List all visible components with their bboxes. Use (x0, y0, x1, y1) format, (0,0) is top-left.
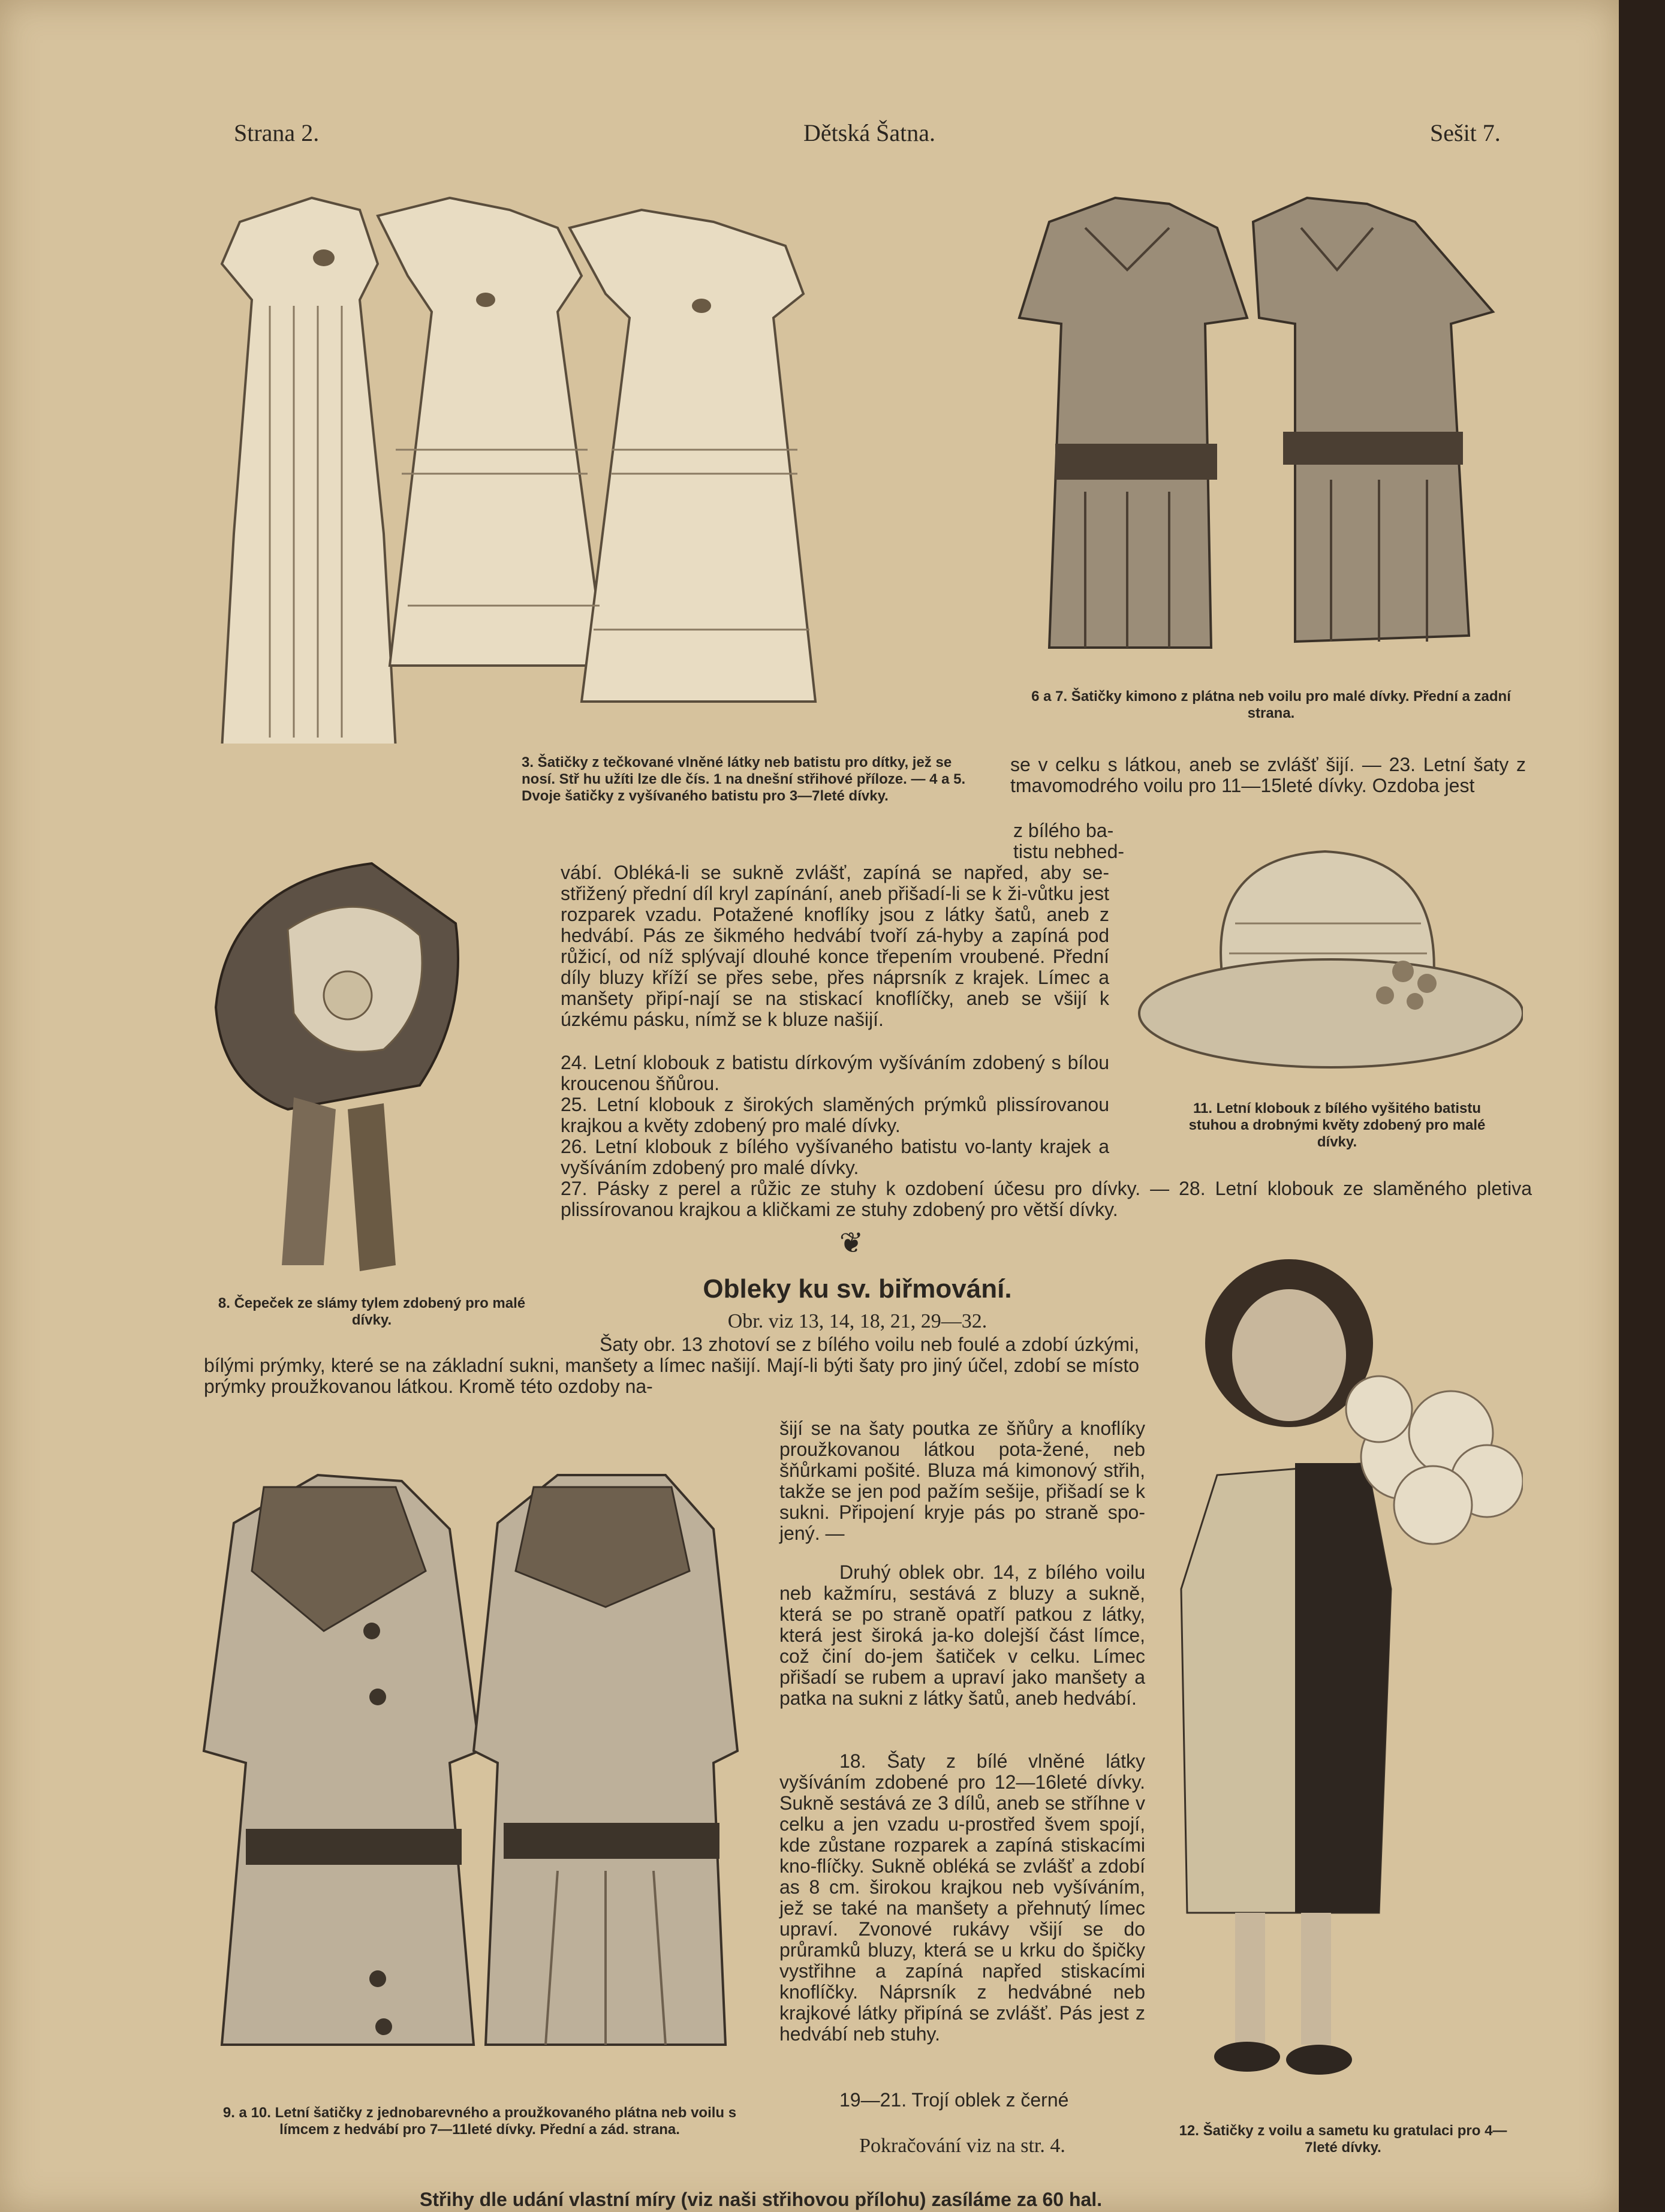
paragraph-23-cont1: z bílého ba- (1013, 820, 1114, 841)
caption-12: 12. Šatičky z voilu a sametu ku gratulaci pro 4—7leté dívky. (1179, 2123, 1507, 2156)
paragraph-27: 27. Pásky z perel a růžic ze stuhy k ozdobení účesu pro dívky. — 28. Letní klobouk ze slaměného pletiva plissírovanou krajkou a kličkami ze stuhy zdobený pro větší dívky. (561, 1178, 1532, 1220)
section-paragraph-19: 19—21. Trojí oblek z černé (839, 2089, 1069, 2111)
section-paragraph-1: Šaty obr. 13 zhotoví se z bílého voilu neb foulé a zdobí úzkými, bílými prýmky, které se na základní sukni, manšety a límec našijí. Mají-li býti šaty pro jiný účel, zdobí se místo prýmky proužkovanou látkou. Kromě této ozdoby na- (204, 1334, 1139, 1397)
section-subtitle: Obr. viz 13, 14, 18, 21, 29—32. (727, 1310, 987, 1332)
section-paragraph-2: šijí se na šaty poutka ze šňůry a knoflíky proužkovanou látkou pota-žené, neb šňůrkami pošité. Bluza má kimonový střih, takže se jen pod pažím sešije, přišadí se k sukni. Připojení kryje pás po straně spo-jený. — (779, 1418, 1145, 1544)
footer-note: Střihy dle udání vlastní míry (viz naši střihovou přílohu) zasíláme za 60 hal. (420, 2189, 1103, 2210)
hat-11-illustration (1133, 833, 1523, 1085)
dresses-6-7-illustration (1013, 180, 1511, 660)
section-title: Obleky ku sv. biřmování. (703, 1274, 1012, 1304)
bonnet-8-illustration (204, 857, 486, 1277)
paragraph-23: se v celku s látkou, aneb se zvlášť šijí. — 23. Letní šaty z tmavomodrého voilu pro 11—15leté dívky. Ozdoba jest (1010, 754, 1526, 796)
dresses-3-5-illustration (198, 174, 977, 744)
page-edge (1619, 0, 1665, 2212)
caption-9-10: 9. a 10. Letní šatičky z jednobarevného a proužkovaného plátna neb voilu s límcem z hedvábí pro 7—11leté dívky. Přední a zád. strana. (222, 2105, 737, 2138)
journal-title: Dětská Šatna. (803, 119, 935, 146)
paragraph-24: 24. Letní klobouk z batistu dírkovým vyšíváním zdobený s bílou kroucenou šňůrou. (561, 1052, 1109, 1094)
girl-12-illustration (1151, 1253, 1523, 2081)
continuation-note: Pokračování viz na str. 4. (859, 2135, 1065, 2157)
caption-6-7: 6 a 7. Šatičky kimono z plátna neb voilu pro malé dívky. Přední a zadní strana. (1031, 688, 1511, 721)
paragraph-23-cont2: tistu nebhed- (1013, 841, 1125, 862)
coats-9-10-illustration (198, 1451, 749, 2051)
paragraph-23-body: vábí. Obléká-li se sukně zvlášť, zapíná se napřed, aby se-střižený přední díl kryl zapínání, aneb přišadí-li se k ži-vůtku jest rozparek vzadu. Potažené knoflíky jsou z látky šatů, aneb z hedvábí. Pás ze šikmého hedvábí tvoří zá-hyby a zapíná pod růžicí, od níž splývají dlouhé konce třepením vroubené. Přední díly bluzy kříží se přes sebe, přes náprsník z krajek. Límec a manšety připí-nají se na stiskací knoflíčky, aneb se všijí k úzkému pásku, nímž se k bluze našijí. (561, 862, 1109, 1030)
section-paragraph-3: Druhý oblek obr. 14, z bílého voilu neb kažmíru, sestává z bluzy a sukně, která se po straně opatří patkou z látky, která jest široká ja-ko dolejší část límce, což činí do-jem šatiček v celku. Límec přišadí se rubem a upraví jako manšety a patka na sukni z látky šatů, aneb hedvábí. (779, 1561, 1145, 1709)
ornament-divider: ❦ (839, 1227, 864, 1259)
issue-number: Sešit 7. (1430, 119, 1501, 146)
caption-3-5: 3. Šatičky z tečkované vlněné látky neb batistu pro dítky, jež se nosí. Stř hu užíti lze dle čís. 1 na dnešní střihové příloze. — 4 a 5. Dvoje šatičky z vyšívaného batistu pro 3—7leté dívky. (522, 754, 966, 804)
paragraph-26: 26. Letní klobouk z bílého vyšívaného batistu vo-lanty krajek a vyšíváním zdobený pro malé dívky. (561, 1136, 1109, 1178)
caption-11: 11. Letní klobouk z bílého vyšitého batistu stuhou a drobnými květy zdobený pro malé dívky. (1188, 1100, 1486, 1150)
page-number: Strana 2. (234, 119, 320, 146)
caption-8: 8. Čepeček ze slámy tylem zdobený pro malé dívky. (218, 1295, 526, 1328)
paragraph-25: 25. Letní klobouk z širokých slaměných prýmků plissírovanou krajkou a květy zdobený pro malé dívky. (561, 1094, 1109, 1136)
section-paragraph-18: 18. Šaty z bílé vlněné látky vyšíváním zdobené pro 12—16leté dívky. Sukně sestává ze 3 dílů, aneb se stříhne v celku a jen vzadu u-prostřed švem spojí, kde zůstane rozparek a zapíná stiskacími kno-flíčky. Sukně obléká se zvlášť a zdobí as 8 cm. širokou krajkou neb vyšíváním, jež se také na manšety a přehnutý límec upraví. Zvonové rukávy všijí se do průramků bluzy, která se u krku do špičky vystřihne a zapíná napřed stiskacími knoflíčky. Náprsník z hedvábné neb krajkové látky připíná se zvlášť. Pás jest z hedvábí neb stuhy. (779, 1750, 1145, 2045)
